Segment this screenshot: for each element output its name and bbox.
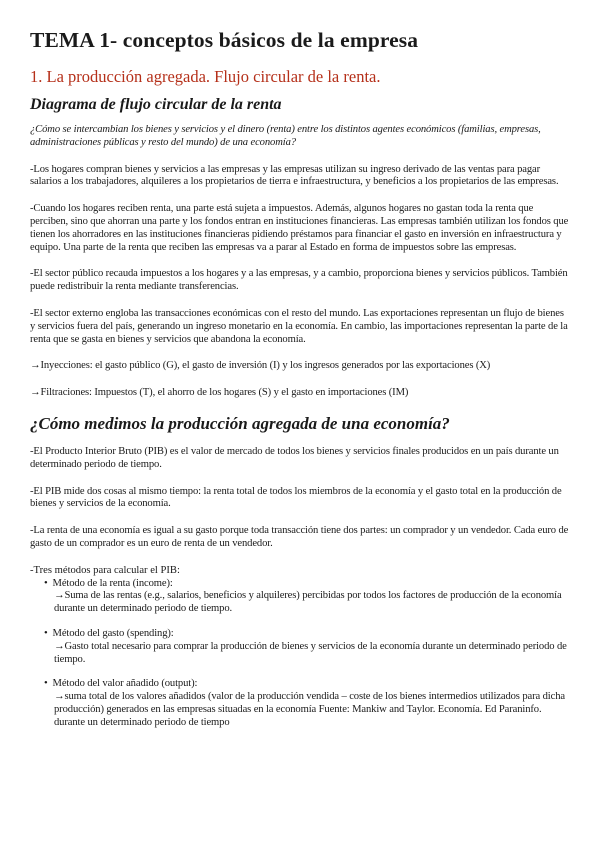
paragraph-pib-measures: -El PIB mide dos cosas al mismo tiempo: la renta total de todos los miembros de la economía y el gasto total en la producción de bienes y servicios de la economía. [30, 485, 562, 510]
section2-heading: ¿Cómo medimos la producción agregada de una economía? [30, 413, 450, 433]
bullet-icon: • [44, 577, 48, 589]
leakages-line: →Filtraciones: Impuestos (T), el ahorro de los hogares (S) y el gasto en importaciones (IM) [30, 387, 409, 399]
paragraph-public-sector: -El sector público recauda impuestos a los hogares y a las empresas, y a cambio, proporciona bienes y servicios públicos. También puede redistribuir la renta mediante transferencias. [30, 268, 568, 293]
intro-question: ¿Cómo se intercambian los bienes y servicios y el dinero (renta) entre los distintos agentes económicos (familias, empresas, administraciones públicas y resto del mundo) de una economía? [30, 124, 541, 148]
paragraph-households: -Los hogares compran bienes y servicios a las empresas y las empresas utilizan su ingreso derivado de las ventas para pagar salarios a los trabajadores, alquileres a los propietarios de tierra e infraestructura, y beneficios a los propietarios de las empresas. [30, 163, 559, 188]
method-detail: →Suma de las rentas (e.g., salarios, beneficios y alquileres) percibidas por todos los factores de producción de la economía durante un determinado periodo de tiempo. [54, 590, 562, 615]
methods-list [30, 578, 570, 730]
section1-subheading: Diagrama de flujo circular de la renta [30, 96, 282, 113]
list-item [44, 578, 570, 616]
bullet-icon: • [44, 678, 48, 690]
paragraph-income-equals-spending: -La renta de una economía es igual a su gasto porque toda transacción tiene dos partes: un comprador y un vendedor. Cada euro de gasto de un comprador es un euro de renta de un vendedor. [30, 525, 569, 549]
method-name: Método de la renta (income): [52, 577, 173, 589]
list-item [44, 628, 570, 666]
method-detail: →suma total de los valores añadidos (valor de la producción vendida – coste de los bienes intermedios utilizados para dicha producción) generados en las empresas situadas en la economía Fuente: Mankiw and Taylor. Economía. Ed Paraninfo. durante un determinado periodo de tiempo [54, 691, 565, 728]
method-name: Método del gasto (spending): [52, 627, 174, 639]
list-item [44, 678, 570, 729]
methods-title: -Tres métodos para calcular el PIB: [30, 564, 180, 576]
method-name: Método del valor añadido (output): [52, 678, 198, 690]
injections-line: →Inyecciones: el gasto público (G), el gasto de inversión (I) y los ingresos generados por las exportaciones (X) [30, 360, 491, 372]
method-detail: →Gasto total necesario para comprar la producción de bienes y servicios de la economía durante un determinado periodo de tiempo. [54, 640, 567, 665]
paragraph-pib-definition: -El Producto Interior Bruto (PIB) es el valor de mercado de todos los bienes y servicios finales producidos en un país durante un determinado periodo de tiempo. [30, 445, 559, 470]
bullet-icon: • [44, 627, 48, 639]
section1-heading: 1. La producción agregada. Flujo circular de la renta. [30, 67, 381, 86]
paragraph-taxes-savings: -Cuando los hogares reciben renta, una parte está sujeta a impuestos. Además, algunos hogares no gastan toda la renta que perciben, sino que ahorran una parte y los fondos entran en instituciones financieras. Las empresas también utilizan los fondos que tienen los ahorradores en las instituciones financieras pidiendo préstamos para financiar el gasto en inversión en infraestructura y equipo. Una parte de la renta que reciben las empresas va a parar al Estado en forma de impuestos sobre las empresas. [30, 203, 569, 253]
paragraph-external-sector: -El sector externo engloba las transacciones económicas con el resto del mundo. Las exportaciones representan un flujo de bienes y servicios fuera del país, generando un ingreso monetario en la economía. En cambio, las importaciones representan la parte de la renta que se gasta en bienes y servicios que abandona la economía. [30, 307, 568, 345]
document-title: TEMA 1- conceptos básicos de la empresa [30, 28, 419, 52]
